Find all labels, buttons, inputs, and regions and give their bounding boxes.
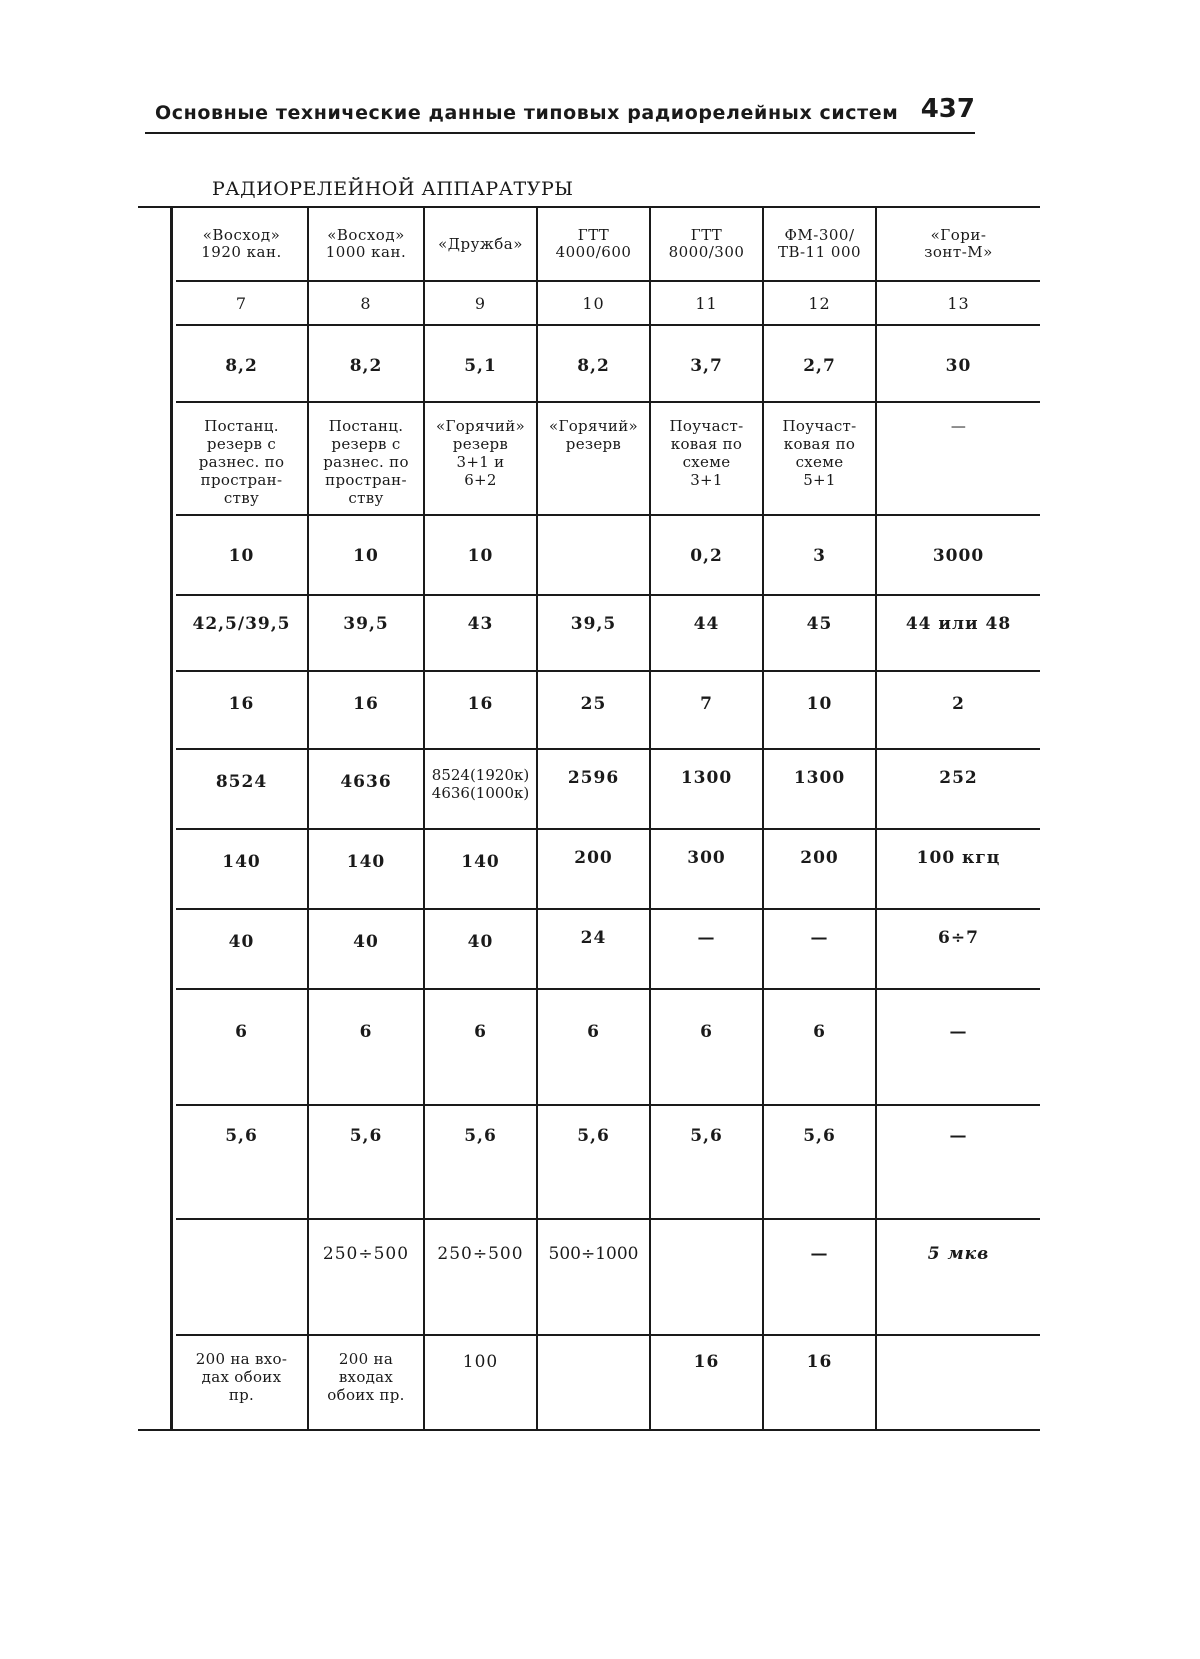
- table-cell: [876, 1335, 1040, 1429]
- table-cell: 39,5: [537, 595, 650, 671]
- column-header: «Восход» 1920 кан.: [176, 208, 308, 281]
- table-cell: —: [876, 1105, 1040, 1219]
- table-cell: 6÷7: [876, 909, 1040, 989]
- table-cell: 1300: [650, 749, 763, 829]
- column-number: 7: [176, 281, 308, 325]
- column-number: 9: [424, 281, 537, 325]
- column-header: ФМ-300/ ТВ-11 000: [763, 208, 876, 281]
- table-cell: 43: [424, 595, 537, 671]
- table-cell: 3,7: [650, 325, 763, 402]
- column-number: 12: [763, 281, 876, 325]
- table-cell: —: [763, 1219, 876, 1335]
- column-header: «Гори- зонт-М»: [876, 208, 1040, 281]
- table-cell: 6: [176, 989, 308, 1105]
- column-number: 13: [876, 281, 1040, 325]
- table-row: [176, 1105, 1040, 1219]
- table-cell: 6: [763, 989, 876, 1105]
- section-heading: РАДИОРЕЛЕЙНОЙ АППАРАТУРЫ: [212, 178, 573, 200]
- table-cell: 42,5/39,5: [176, 595, 308, 671]
- table-cell: 140: [176, 829, 308, 909]
- table-cell: 40: [424, 909, 537, 989]
- table-cell: [537, 1335, 650, 1429]
- table-left-rule: [170, 208, 173, 1429]
- table-cell: 16: [176, 671, 308, 749]
- table-cell: 140: [308, 829, 424, 909]
- table-cell: 6: [424, 989, 537, 1105]
- table-cell: 40: [176, 909, 308, 989]
- table-cell: 2: [876, 671, 1040, 749]
- table-cell: 24: [537, 909, 650, 989]
- column-header: ГТТ 8000/300: [650, 208, 763, 281]
- table-cell: 10: [176, 515, 308, 595]
- column-number: 8: [308, 281, 424, 325]
- table-cell: 16: [650, 1335, 763, 1429]
- table-cell: 200 на входах обоих пр.: [308, 1335, 424, 1429]
- table-cell: 10: [763, 671, 876, 749]
- table-cell: 6: [308, 989, 424, 1105]
- table-row: [176, 515, 1040, 595]
- table-cell: 16: [763, 1335, 876, 1429]
- table-cell: 0,2: [650, 515, 763, 595]
- table-cell: 200 на вхо- дах обоих пр.: [176, 1335, 308, 1429]
- table-cell: 39,5: [308, 595, 424, 671]
- table-cell: —: [876, 989, 1040, 1105]
- table-cell: «Горячий» резерв: [537, 402, 650, 515]
- table-cell: 7: [650, 671, 763, 749]
- table-row: [176, 909, 1040, 989]
- table-cell: —: [763, 909, 876, 989]
- table-cell: [537, 515, 650, 595]
- column-number: 11: [650, 281, 763, 325]
- table-cell: 10: [308, 515, 424, 595]
- table-cell: 8,2: [176, 325, 308, 402]
- table-cell: 3000: [876, 515, 1040, 595]
- data-table: [176, 208, 1040, 1429]
- table-cell: 250÷500: [424, 1219, 537, 1335]
- table-cell: 8,2: [308, 325, 424, 402]
- table-cell: 100: [424, 1335, 537, 1429]
- table-cell: 44 или 48: [876, 595, 1040, 671]
- table-cell: «Горячий» резерв 3+1 и 6+2: [424, 402, 537, 515]
- table-cell: 8524: [176, 749, 308, 829]
- table-row: [176, 402, 1040, 515]
- table-cell: 16: [308, 671, 424, 749]
- column-header: «Дружба»: [424, 208, 537, 281]
- table-cell: Поучаст- ковая по схеме 5+1: [763, 402, 876, 515]
- table-cell: Постанц. резерв с разнес. по простран- ству: [308, 402, 424, 515]
- table-cell: —: [650, 909, 763, 989]
- table-cell: 8,2: [537, 325, 650, 402]
- table-cell: 30: [876, 325, 1040, 402]
- table-row: [176, 1335, 1040, 1429]
- table-cell: Постанц. резерв с разнес. по простран- ству: [176, 402, 308, 515]
- table-cell: 25: [537, 671, 650, 749]
- table-cell: 44: [650, 595, 763, 671]
- table-row: [176, 325, 1040, 402]
- table-row: [176, 829, 1040, 909]
- table-cell: 250÷500: [308, 1219, 424, 1335]
- table-cell: 5,6: [650, 1105, 763, 1219]
- data-table-container: [138, 206, 1040, 1431]
- table-cell: 6: [537, 989, 650, 1105]
- table-cell: 500÷1000: [537, 1219, 650, 1335]
- table-cell: 5,6: [308, 1105, 424, 1219]
- table-cell: 10: [424, 515, 537, 595]
- table-cell: Поучаст- ковая по схеме 3+1: [650, 402, 763, 515]
- table-cell: 6: [650, 989, 763, 1105]
- table-cell: 300: [650, 829, 763, 909]
- table-cell: [176, 1219, 308, 1335]
- table-cell: 5,6: [763, 1105, 876, 1219]
- column-number: 10: [537, 281, 650, 325]
- running-title: Основные технические данные типовых радиорелейных систем: [155, 102, 898, 124]
- page-number: 437: [921, 94, 975, 124]
- table-cell: 100 кгц: [876, 829, 1040, 909]
- table-row: [176, 595, 1040, 671]
- table-cell: 200: [537, 829, 650, 909]
- table-cell: 16: [424, 671, 537, 749]
- table-cell: 40: [308, 909, 424, 989]
- table-cell: 140: [424, 829, 537, 909]
- table-cell: 4636: [308, 749, 424, 829]
- table-cell: 5,6: [537, 1105, 650, 1219]
- table-row: [176, 1219, 1040, 1335]
- table-cell: 5,1: [424, 325, 537, 402]
- table-cell: 5,6: [424, 1105, 537, 1219]
- table-cell: 5 мкв: [876, 1219, 1040, 1335]
- table-cell: [650, 1219, 763, 1335]
- table-cell: 252: [876, 749, 1040, 829]
- header-row: [176, 208, 1040, 281]
- column-number-row: [176, 281, 1040, 325]
- table-cell: 200: [763, 829, 876, 909]
- table-row: [176, 671, 1040, 749]
- table-cell: 2,7: [763, 325, 876, 402]
- column-header: «Восход» 1000 кан.: [308, 208, 424, 281]
- column-header: ГТТ 4000/600: [537, 208, 650, 281]
- table-cell: 1300: [763, 749, 876, 829]
- table-cell: —: [876, 402, 1040, 515]
- table-cell: 2596: [537, 749, 650, 829]
- table-cell: 3: [763, 515, 876, 595]
- running-head: [145, 88, 975, 134]
- table-cell: 45: [763, 595, 876, 671]
- table-row: [176, 749, 1040, 829]
- table-row: [176, 989, 1040, 1105]
- table-cell: 8524(1920к) 4636(1000к): [424, 749, 537, 829]
- table-cell: 5,6: [176, 1105, 308, 1219]
